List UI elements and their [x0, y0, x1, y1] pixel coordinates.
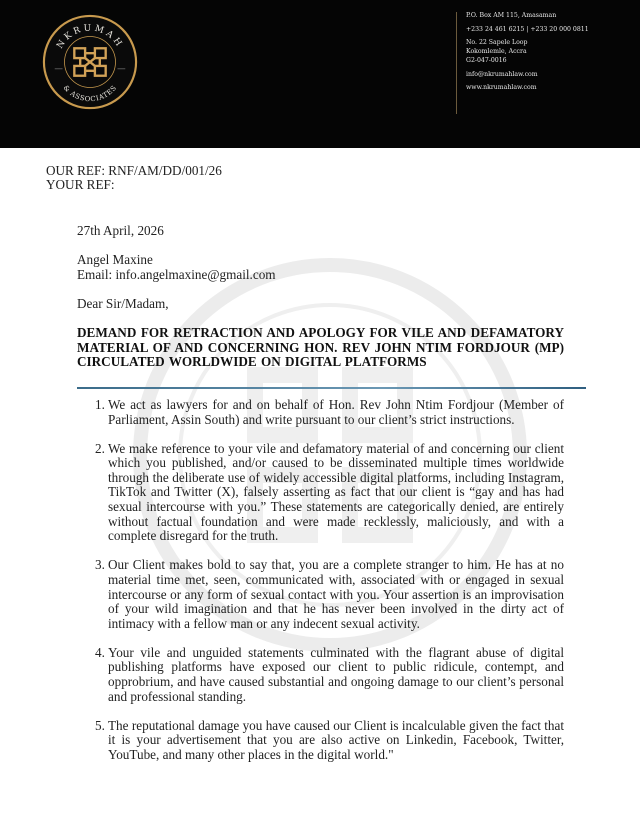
paragraph-item	[77, 398, 564, 427]
paragraph-item	[77, 646, 564, 704]
contact-block	[456, 12, 589, 114]
paragraph-text: We make reference to your vile and defamatory material of and concerning our client which you published, and/or caused to be disseminated multiple times worldwide through the deliberate use of widely accessible digital platforms, including Instagram, TikTok and Twitter (X), falsely asserting as fact that our client is “gay and has had sexual intercourse with you.” These statements are categorically denied, are entirely without factual foundation and were made recklessly, maliciously, and with a complete disregard for the truth.	[108, 440, 564, 544]
paragraph-number: 5.	[95, 717, 105, 733]
paragraph-number: 3.	[95, 557, 105, 573]
subject-heading: DEMAND FOR RETRACTION AND APOLOGY FOR VILE AND DEFAMATORY MATERIAL OF AND CONCERNING HON. REV JOHN NTIM FORDJOUR (MP) CIRCULATED WORLDWIDE ON DIGITAL PLATFORMS	[77, 325, 564, 370]
paragraph-item	[77, 719, 564, 763]
paragraph-text: Our Client makes bold to say that, you are a complete stranger to him. He has at no material time met, seen, communicated with, associated with or engaged in sexual intercourse or any form of sexual contact with you. Your assertion is an improvisation of your wild imagination and that he has never been involved in the dirty act of intimacy with a fellow man or any indecent sexual activity.	[108, 557, 564, 631]
firm-email-link[interactable]: info@nkrumahlaw.com	[466, 70, 538, 78]
address-line: Kokomlemle, Accra	[466, 48, 527, 56]
letter-date: 27th April, 2026	[77, 223, 164, 238]
paragraph-text: We act as lawyers for and on behalf of Hon. Rev John Ntim Fordjour (Member of Parliament, Assin South) and write pursuant to our client’s strict instructions.	[108, 397, 564, 427]
paragraph-text: Your vile and unguided statements culminated with the flagrant abuse of digital publishing platforms have exposed our client to public ridicule, contempt, and opprobrium, and have caused substantial and ongoing damage to our client’s personal and professional standing.	[108, 644, 564, 704]
phone-numbers: +233 24 461 6215 | +233 20 000 0811	[466, 25, 589, 33]
paragraph-number: 2.	[95, 440, 105, 456]
recipient-name: Angel Maxine	[77, 252, 153, 267]
address-line: No. 22 Sapele Loop	[466, 39, 528, 47]
address-line: G2-047-0016	[466, 56, 507, 64]
po-box: P.O. Box AM 115, Amasaman	[466, 12, 557, 19]
letterhead	[0, 0, 640, 148]
your-ref: YOUR REF:	[46, 177, 115, 193]
salutation: Dear Sir/Madam,	[77, 296, 169, 311]
paragraph-text: The reputational damage you have caused our Client is incalculable given the fact that it is your advertisement that you are also active on Linkedin, Facebook, Twitter, YouTube, and many other places in the digital world."	[108, 717, 564, 762]
paragraph-number: 4.	[95, 644, 105, 660]
numbered-paragraphs	[77, 398, 564, 777]
firm-logo	[41, 13, 139, 111]
recipient-email: Email: info.angelmaxine@gmail.com	[77, 266, 276, 282]
logo-top-text: NKRUMAH	[55, 23, 125, 51]
references	[46, 164, 222, 193]
logo-bottom-text: & ASSOCIATES	[61, 83, 119, 104]
paragraph-item	[77, 558, 564, 631]
paragraph-number: 1.	[95, 397, 105, 412]
subject-divider	[77, 387, 586, 389]
firm-website-link[interactable]: www.nkrumahlaw.com	[466, 84, 537, 92]
paragraph-item	[77, 442, 564, 544]
recipient	[77, 253, 276, 282]
our-ref: OUR REF: RNF/AM/DD/001/26	[46, 163, 222, 178]
